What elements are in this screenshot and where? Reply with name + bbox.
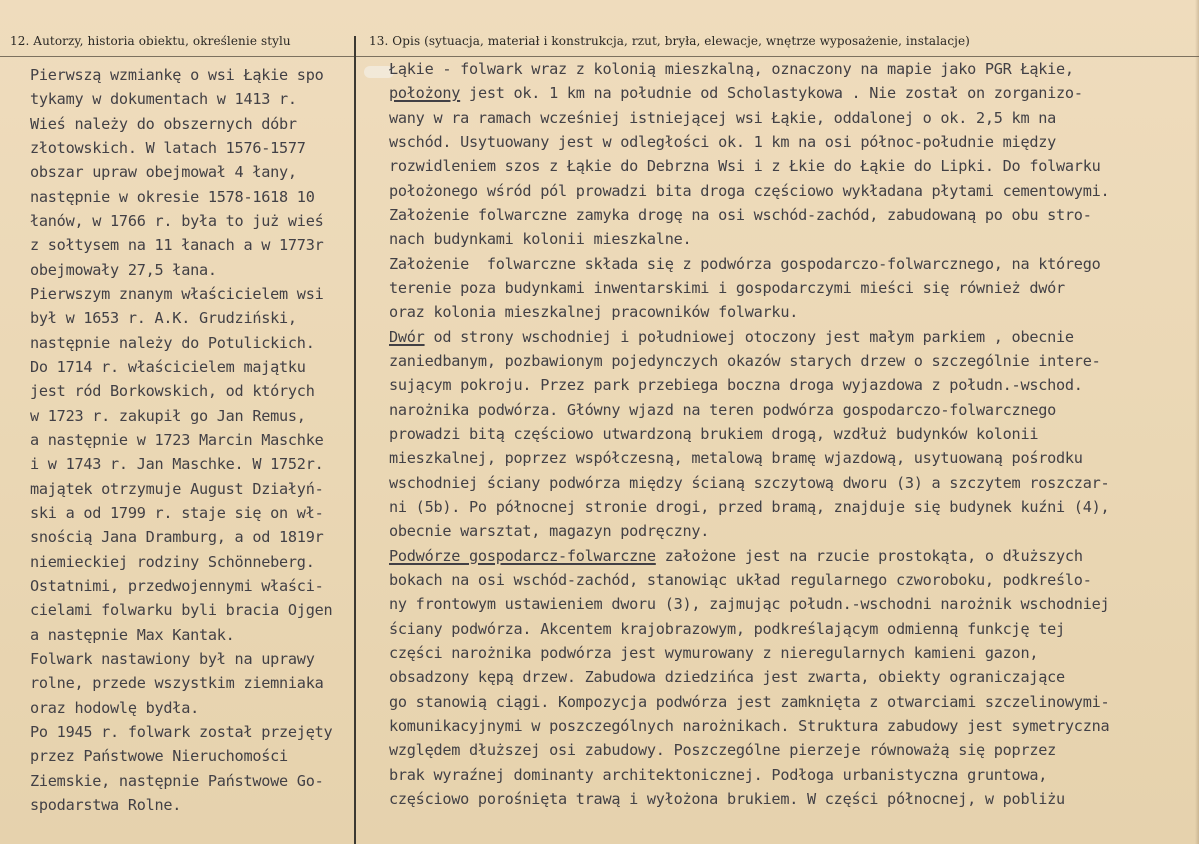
description-line: [389, 690, 1199, 714]
underlined-heading: Podwórze gospodarcz-folwarczne: [389, 546, 656, 565]
line-text: rozwidleniem szos z Łąkie do Debrzna Wsi i z Łkie do Łąkie do Lipki. Do folwarku: [389, 157, 1101, 176]
history-line: był w 1653 r. A.K. Grudziński,: [30, 309, 297, 328]
description-line: [389, 446, 1199, 470]
line-text: narożnika podwórza. Główny wjazd na teren podwórza gospodarczo-folwarcznego: [389, 400, 1057, 419]
history-line: Folwark nastawiony był na uprawy: [30, 649, 315, 668]
line-text: części narożnika podwórza jest wymurowany z nieregularnych kamieni gazon,: [389, 643, 1039, 662]
line-text: obsadzony kępą drzew. Zabudowa dziedzińca jest zwarta, obiekty ograniczające: [389, 668, 1065, 687]
history-line: obszar upraw obejmował 4 łany,: [30, 163, 297, 182]
description-line: [389, 763, 1199, 787]
line-text: założone jest na rzucie prostokąta, o dłuższych: [655, 546, 1083, 565]
line-text: wschód. Usytuowany jest w odległości ok. 1 km na osi północ-południe między: [389, 132, 1057, 151]
line-text: jest ok. 1 km na południe od Scholastykowa . Nie został on zorganizo-: [460, 84, 1083, 103]
history-line: snością Jana Dramburg, a od 1819r: [30, 528, 324, 547]
history-line: Wieś należy do obszernych dóbr: [30, 114, 297, 133]
history-line: niemieckiej rodziny Schönneberg.: [30, 552, 315, 571]
history-line: Ziemskie, następnie Państwowe Go-: [30, 771, 324, 790]
line-text: ni (5b). Po północnej stronie drogi, przed bramą, znajduje się budynek kuźni (4),: [389, 497, 1110, 516]
line-text: względem dłuższej osi zabudowy. Poszczególne pierzeje równoważą się poprzez: [389, 741, 1057, 760]
description-line: [389, 787, 1199, 811]
history-line: Po 1945 r. folwark został przejęty: [30, 722, 333, 741]
line-text: Założenie folwarczne składa się z podwórza gospodarczo-folwarcznego, na którego: [389, 254, 1101, 273]
line-text: go stanowią ciągi. Kompozycja podwórza jest zamknięta z otwarciami szczelinowymi-: [389, 692, 1110, 711]
description-line: [389, 179, 1199, 203]
history-line: przez Państwowe Nieruchomości: [30, 747, 288, 766]
description-line: [389, 398, 1199, 422]
description-line: [389, 422, 1199, 446]
description-line: [389, 641, 1199, 665]
description-line: [389, 592, 1199, 616]
description-line: [389, 57, 1199, 81]
description-line: [389, 519, 1199, 543]
section-13-header: 13. Opis (sytuacja, materiał i konstrukcja, rzut, bryła, elewacje, wnętrze wyposażenie, instalacje): [369, 34, 970, 48]
history-line: obejmowały 27,5 łana.: [30, 260, 217, 279]
line-text: położonego wśród pól prowadzi bita droga częściowo wykładana płytami cementowymi.: [389, 181, 1110, 200]
description-line: [389, 325, 1199, 349]
line-text: Łąkie - folwark wraz z kolonią mieszkalną, oznaczony na mapie jako PGR Łąkie,: [389, 60, 1074, 78]
line-text: bokach na osi wschód-zachód, stanowiąc układ regularnego czworoboku, podkreślo-: [389, 570, 1092, 589]
description-line: [389, 665, 1199, 689]
description-line: [389, 714, 1199, 738]
line-text: obecnie warsztat, magazyn podręczny.: [389, 522, 710, 541]
description-line: [389, 227, 1199, 251]
line-text: Założenie folwarczne zamyka drogę na osi wschód-zachód, zabudowaną po obu stro-: [389, 205, 1092, 224]
line-text: brak wyraźnej dominanty architektonicznej. Podłoga urbanistyczna gruntowa,: [389, 765, 1048, 784]
history-line: a następnie w 1723 Marcin Maschke: [30, 430, 324, 449]
history-line: następnie należy do Potulickich.: [30, 333, 315, 352]
description-line: [389, 300, 1199, 324]
history-line: oraz hodowlę bydła.: [30, 698, 199, 717]
history-line: rolne, przede wszystkim ziemniaka: [30, 674, 324, 693]
description-line: [389, 106, 1199, 130]
section-12-header: 12. Autorzy, historia obiektu, określenie stylu: [10, 34, 291, 48]
description-line: [389, 252, 1199, 276]
description-line: [389, 203, 1199, 227]
history-line: Pierwszą wzmiankę o wsi Łąkie spo: [30, 66, 324, 84]
description-line: [389, 349, 1199, 373]
description-line: [389, 568, 1199, 592]
line-text: częściowo porośnięta trawą i wyłożona brukiem. W części północnej, w pobliżu: [389, 789, 1065, 808]
underlined-heading: położony: [389, 84, 461, 103]
line-text: sującym pokroju. Przez park przebiega boczna droga wyjazdowa z połudn.-wschod.: [389, 376, 1083, 395]
history-line: Ostatnimi, przedwojennymi właści-: [30, 576, 324, 595]
description-line: [389, 495, 1199, 519]
description-line: [389, 130, 1199, 154]
history-line: tykamy w dokumentach w 1413 r.: [30, 90, 297, 109]
description-line: [389, 617, 1199, 641]
history-line: w 1723 r. zakupił go Jan Remus,: [30, 406, 306, 425]
line-text: prowadzi bitą częściowo utwardzoną brukiem drogą, wzdłuż budynków kolonii: [389, 424, 1039, 443]
history-line: łanów, w 1766 r. była to już wieś: [30, 211, 324, 230]
line-text: wany w ra ramach wcześniej istniejącej wsi Łąkie, oddalonej o ok. 2,5 km na: [389, 108, 1057, 127]
column-divider: [354, 36, 356, 844]
line-text: terenie poza budynkami inwentarskimi i gospodarczymi mieści się również dwór: [389, 278, 1065, 297]
description-line: [389, 544, 1199, 568]
line-text: od strony wschodniej i południowej otoczony jest małym parkiem , obecnie: [424, 327, 1074, 346]
line-text: komunikacyjnymi w poszczególnych narożnikach. Struktura zabudowy jest symetryczna: [389, 716, 1110, 735]
history-line: majątek otrzymuje August Działyń-: [30, 479, 324, 498]
description-line: [389, 373, 1199, 397]
line-text: oraz kolonia mieszkalnej pracowników folwarku.: [389, 303, 799, 322]
history-line: złotowskich. W latach 1576-1577: [30, 138, 306, 157]
history-line: cielami folwarku byli bracia Ojgen: [30, 601, 333, 620]
history-line: a następnie Max Kantak.: [30, 625, 235, 644]
description-column: [389, 57, 1199, 811]
history-line: Do 1714 r. właścicielem majątku: [30, 357, 306, 376]
line-text: nach budynkami kolonii mieszkalne.: [389, 230, 692, 249]
history-line: z sołtysem na 11 łanach a w 1773r: [30, 236, 324, 255]
history-line: i w 1743 r. Jan Maschke. W 1752r.: [30, 455, 324, 474]
description-line: [389, 81, 1199, 105]
underlined-heading: Dwór: [389, 327, 425, 346]
description-line: [389, 471, 1199, 495]
history-column: [30, 63, 354, 817]
history-line: jest ród Borkowskich, od których: [30, 382, 315, 401]
line-text: mieszkalnej, poprzez współczesną, metalową bramę wjazdową, usytuowaną pośrodku: [389, 449, 1083, 468]
line-text: zaniedbanym, pozbawionym pojedynczych okazów starych drzew o szczególnie intere-: [389, 351, 1101, 370]
line-text: ny frontowym ustawieniem dworu (3), zajmując połudn.-wschodni narożnik wschodniej: [389, 595, 1110, 614]
description-line: [389, 154, 1199, 178]
history-line: Pierwszym znanym właścicielem wsi: [30, 284, 324, 303]
history-line: następnie w okresie 1578-1618 10: [30, 187, 315, 206]
description-line: [389, 738, 1199, 762]
history-line: ski a od 1799 r. staje się on wł-: [30, 503, 324, 522]
line-text: wschodniej ściany podwórza między ścianą szczytową dworu (3) a szczytem roszczar-: [389, 473, 1110, 492]
paper-edge: [1195, 0, 1199, 844]
description-line: [389, 276, 1199, 300]
line-text: ściany podwórza. Akcentem krajobrazowym, podkreślającym odmienną funkcję tej: [389, 619, 1065, 638]
history-line: spodarstwa Rolne.: [30, 795, 182, 814]
